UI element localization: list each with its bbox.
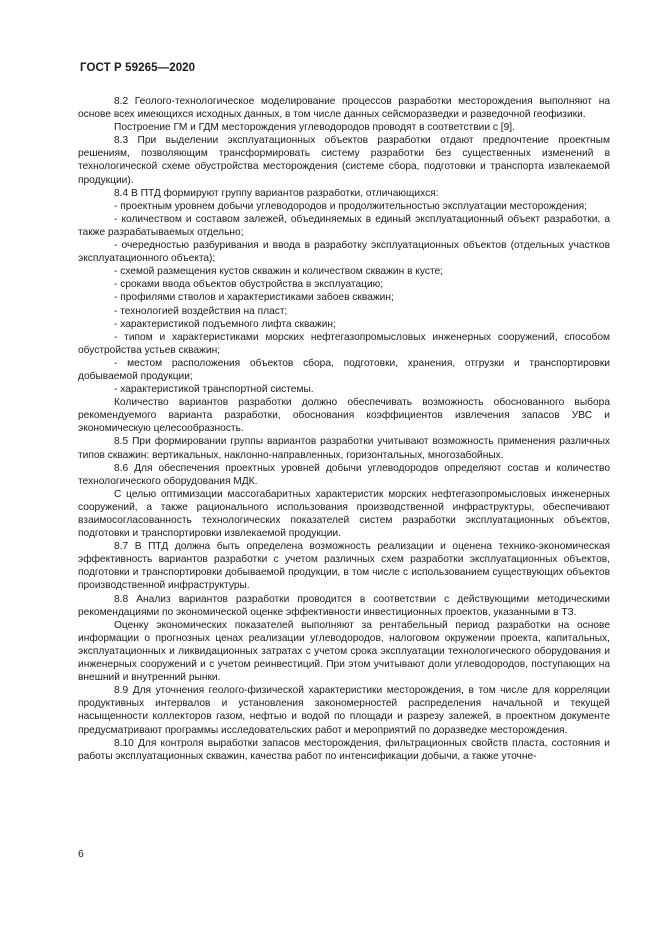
document-header: ГОСТ Р 59265—2020 — [80, 62, 196, 74]
paragraph-8-6: 8.6 Для обеспечения проектных уровней добычи углеводородов определяют состав и количество технологического оборудования МДК. — [78, 462, 610, 487]
paragraph-gm-gdm: Построение ГМ и ГДМ месторождения углеводородов проводят в соответствии с [9]. — [114, 122, 515, 134]
paragraph-8-9: 8.9 Для уточнения геолого-физической характеристики месторождения, в том числе для корреляции продуктивных интервалов и установления закономерностей распределения начальной и текущей насыщенности коллекторов газом, нефтью и водой по площади и разрезу залежей, в проектном документе предусматривают программы исследовательских работ и мероприятий по доразведке месторождения. — [78, 685, 610, 736]
list-item: - сроками ввода объектов обустройства в эксплуатацию; — [114, 279, 384, 291]
list-item: - проектным уровнем добычи углеводородов и продолжительностью эксплуатации месторождения; — [114, 200, 587, 212]
paragraph-8-4: 8.4 В ПТД формируют группу вариантов разработки, отличающихся: — [114, 187, 439, 199]
list-item: - технологией воздействия на пласт; — [114, 305, 288, 317]
list-item: - местом расположения объектов сбора, подготовки, хранения, отгрузки и транспортировки добываемой продукции; — [78, 357, 610, 382]
list-item: - характеристикой подъемного лифта скважин; — [114, 318, 336, 330]
paragraph-variant-count: Количество вариантов разработки должно обеспечивать возможность обоснованного выбора рекомендуемого варианта разработки, обоснования коэффициентов извлечения запасов УВС и экономическую целесообразность. — [78, 397, 610, 435]
paragraph-optimization: С целью оптимизации массогабаритных характеристик морских нефтегазопромысловых инженерных сооружений, а также рационального использования производственной инфраструктуры, обеспечивают взаимосогласованность технологических показателей систем разработки эксплуатационных объектов, подготовки и транспортировки извлекаемой продукции. — [78, 488, 610, 540]
list-item: - схемой размещения кустов скважин и количеством скважин в кусте; — [114, 266, 443, 278]
list-item: - очередностью разбуривания и ввода в разработку эксплуатационных объектов (отдельных участков эксплуатационного объекта); — [78, 240, 610, 265]
list-item: - количеством и составом залежей, объединяемых в единый эксплуатационный объект разработки, а также разрабатываемых отдельно; — [78, 213, 610, 238]
page-number: 6 — [78, 848, 84, 860]
paragraph-economic-evaluation: Оценку экономических показателей выполняют за рентабельный период разработки на основе информации о прогнозных ценах реализации углеводородов, налоговом окружении проекта, капитальных, эксплуатационных и ликвидационных затратах с учетом срока эксплуатации технологического оборудования и инженерных сооружений и с учетом реинвестиций. При этом учитывают доли углеводородов, поступающих на внешний и внутренний рынки. — [78, 619, 610, 684]
paragraph-8-3: 8.3 При выделении эксплуатационных объектов разработки отдают предпочтение проектным решениям, позволяющим трансформировать систему разработки без существенных изменений в технологической схеме обустройства месторождения (системе сбора, подготовки и транспорта извлекаемой продукции). — [78, 135, 610, 186]
paragraph-8-2: 8.2 Геолого-технологическое моделирование процессов разработки месторождения выполняют на основе всех имеющихся исходных данных, в том числе данных сейсморазведки и разведочной геофизики. — [78, 96, 610, 121]
list-item: - характеристикой транспортной системы. — [114, 384, 314, 396]
paragraph-8-8: 8.8 Анализ вариантов разработки проводится в соответствии с действующими методическими рекомендациями по экономической оценке эффективности инвестиционных проектов, указанными в ТЗ. — [78, 593, 610, 618]
paragraph-8-10: 8.10 Для контроля выработки запасов месторождения, фильтрационных свойств пласта, состояния и работы эксплуатационных скважин, качества работ по интенсификации добычи, а также уточне- — [78, 737, 610, 762]
paragraph-8-5: 8.5 При формировании группы вариантов разработки учитывают возможность применения различных типов скважин: вертикальных, наклонно-направленных, горизонтальных, многозабойных. — [78, 436, 610, 461]
list-item: - профилями стволов и характеристиками забоев скважин; — [114, 292, 394, 304]
paragraph-8-7: 8.7 В ПТД должна быть определена возможность реализации и оценена технико-экономическая эффективность вариантов разработки с учетом различных схем разработки эксплуатационных объектов, подготовки и транспортировки добываемой продукции, в том числе с использованием существующих объектов производственной инфраструктуры. — [78, 541, 610, 592]
list-item: - типом и характеристиками морских нефтегазопромысловых инженерных сооружений, способом обустройства устьев скважин; — [78, 331, 610, 356]
document-body — [78, 95, 610, 763]
